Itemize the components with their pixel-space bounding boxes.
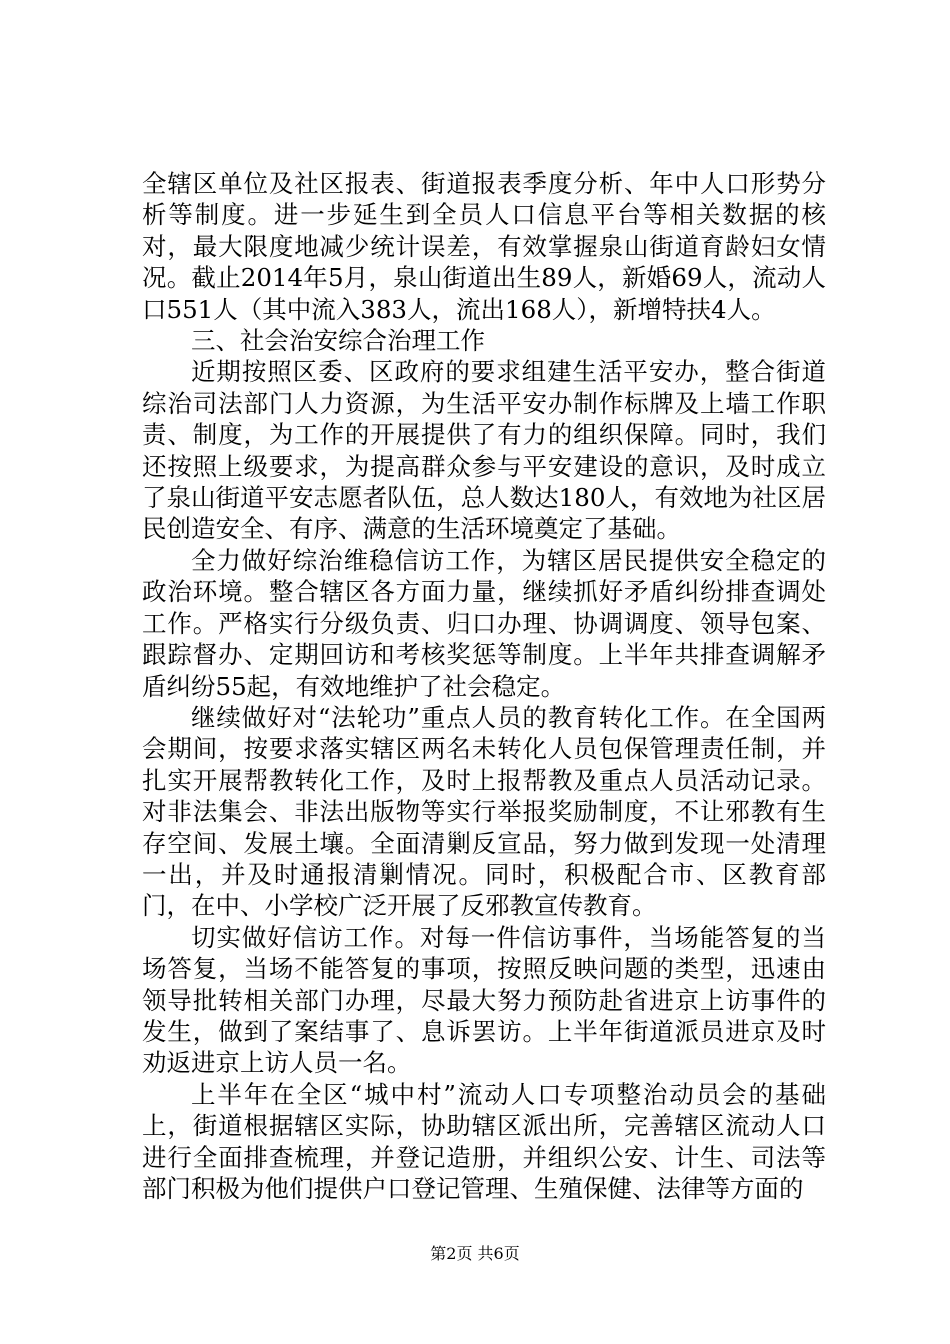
paragraph: 继续做好对“法轮功”重点人员的教育转化工作。在全国两会期间，按要求落实辖区两名未转化人员包保管理责任制，并扎实开展帮教转化工作，及时上报帮教及重点人员活动记录。对非法集会、非法出版物等实行举报奖励制度，不让邪教有生存空间、发展土壤。全面清剿反宣品，努力做到发现一处清理一出，并及时通报清剿情况。同时，积极配合市、区教育部门，在中、小学校广泛开展了反邪教宣传教育。 xyxy=(142,702,826,921)
document-body xyxy=(142,168,826,1204)
paragraph: 上半年在全区“城中村”流动人口专项整治动员会的基础上，街道根据辖区实际，协助辖区派出所，完善辖区流动人口进行全面排查梳理，并登记造册，并组织公安、计生、司法等部门积极为他们提供户口登记管理、生殖保健、法律等方面的 xyxy=(142,1079,826,1203)
section-heading: 三、社会治安综合治理工作 xyxy=(191,326,485,356)
paragraph: 切实做好信访工作。对每一件信访事件，当场能答复的当场答复，当场不能答复的事项，按照反映问题的类型，迅速由领导批转相关部门办理，尽最大努力预防赴省进京上访事件的发生，做到了案结事了、息诉罢访。上半年街道派员进京及时劝返进京上访人员一名。 xyxy=(142,922,826,1078)
paragraph-continuation: 全辖区单位及社区报表、街道报表季度分析、年中人口形势分析等制度。进一步延生到全员人口信息平台等相关数据的核对，最大限度地减少统计误差，有效掌握泉山街道育龄妇女情况。截止2014年5月，泉山街道出生89人，新婚69人，流动人口551人（其中流入383人，流出168人），新增特扶4人。 xyxy=(142,169,826,324)
paragraph: 全力做好综治维稳信访工作，为辖区居民提供安全稳定的政治环境。整合辖区各方面力量，继续抓好矛盾纠纷排查调处工作。严格实行分级负责、归口办理、协调调度、领导包案、跟踪督办、定期回访和考核奖惩等制度。上半年共排查调解矛盾纠纷55起，有效地维护了社会稳定。 xyxy=(142,545,826,701)
page-number: 第2页 共6页 xyxy=(430,1244,520,1263)
paragraph: 近期按照区委、区政府的要求组建生活平安办，整合街道综治司法部门人力资源，为生活平安办制作标牌及上墙工作职责、制度，为工作的开展提供了有力的组织保障。同时，我们还按照上级要求，为提高群众参与平安建设的意识，及时成立了泉山街道平安志愿者队伍，总人数达180人，有效地为社区居民创造安全、有序、满意的生活环境奠定了基础。 xyxy=(142,357,826,544)
page-footer xyxy=(0,1244,950,1264)
